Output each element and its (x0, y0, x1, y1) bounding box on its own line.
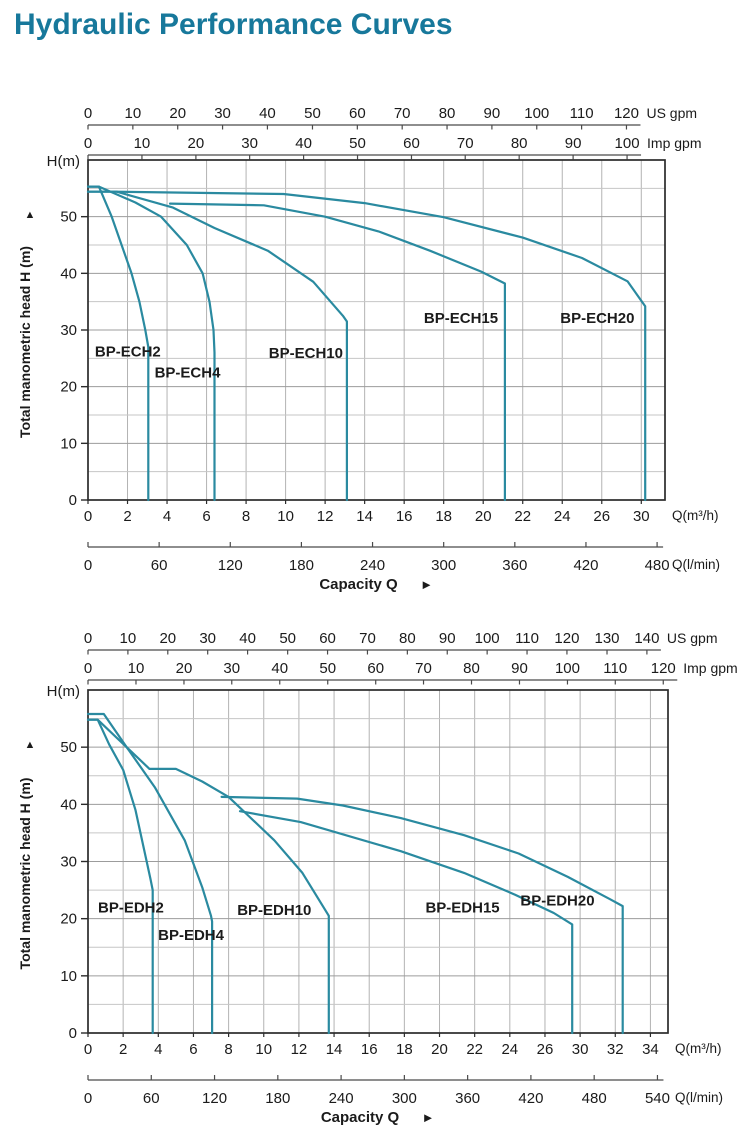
ruler-tick-label: 20 (159, 630, 177, 647)
x-tick-label: 12 (290, 1041, 308, 1058)
ruler-tick-label: 40 (271, 660, 289, 677)
y-corner-label: H(m) (46, 153, 80, 170)
lmin-tick-label: 300 (431, 557, 457, 574)
lmin-tick-label: 540 (644, 1090, 670, 1107)
ruler-tick-label: 0 (83, 660, 93, 677)
lmin-tick-label: 420 (518, 1090, 544, 1107)
x-tick-label: 8 (241, 508, 251, 525)
page-title: Hydraulic Performance Curves (14, 8, 453, 41)
x-tick-label: 34 (642, 1041, 659, 1058)
x-axis-title: Capacity Q (319, 576, 398, 593)
ruler-tick-label: 40 (295, 135, 312, 152)
lmin-unit-label: Q(l/min) (672, 557, 720, 572)
ruler-tick-label: 60 (319, 630, 336, 647)
y-tick-label: 20 (60, 910, 77, 928)
x-tick-label: 16 (360, 1041, 378, 1058)
lmin-tick-label: 480 (581, 1090, 607, 1107)
ruler-tick-label: 50 (319, 660, 337, 677)
performance-chart-ech (0, 88, 750, 603)
x-tick-label: 24 (501, 1041, 519, 1058)
x-tick-label: 24 (553, 508, 571, 525)
ruler-tick-label: 120 (613, 105, 639, 122)
lmin-tick-label: 240 (328, 1090, 354, 1107)
ruler-tick-label: 40 (259, 105, 276, 122)
lmin-tick-label: 120 (217, 557, 243, 574)
ruler-tick-label: 90 (511, 660, 528, 677)
curve-label-BP-EDH2: BP-EDH2 (98, 899, 164, 917)
lmin-tick-label: 180 (265, 1090, 291, 1107)
ruler-tick-label: 20 (169, 105, 187, 122)
ruler-tick-label: 50 (304, 105, 321, 122)
y-axis-title: Total manometric head H (m) (17, 777, 33, 970)
x-tick-label: 14 (356, 508, 373, 525)
x-tick-label: 6 (202, 508, 211, 525)
ruler-tick-label: 0 (83, 135, 93, 152)
ruler-tick-label: 30 (199, 630, 217, 647)
lmin-tick-label: 60 (142, 1090, 160, 1107)
ruler-tick-label: 20 (175, 660, 193, 677)
x-tick-label: 18 (396, 1041, 413, 1058)
ruler-tick-label: 40 (239, 630, 256, 647)
ruler-tick-label: 100 (474, 630, 500, 647)
ruler-tick-label: 80 (463, 660, 480, 677)
x-tick-label: 10 (255, 1041, 273, 1058)
x-tick-label: 22 (514, 508, 532, 525)
ruler-imp-gpm (84, 660, 738, 685)
x-axis-right-arrow-icon: ► (420, 577, 433, 592)
lmin-tick-label: 360 (455, 1090, 481, 1107)
lmin-tick-label: 420 (573, 557, 599, 574)
y-tick-label: 50 (60, 208, 77, 226)
curve-label-BP-ECH4: BP-ECH4 (154, 364, 221, 382)
x-axis (84, 500, 719, 525)
curve-BP-ECH20 (88, 192, 645, 500)
ruler-tick-label: 70 (393, 105, 411, 122)
x-tick-label: 20 (431, 1041, 448, 1058)
lmin-tick-label: 60 (150, 557, 168, 574)
ruler-tick-label: 30 (241, 135, 258, 152)
y-tick-label: 30 (60, 322, 77, 339)
lmin-tick-label: 360 (502, 557, 528, 574)
y-tick-label: 40 (60, 796, 77, 814)
lmin-tick-label: 480 (644, 557, 670, 574)
chart-svg-ech (0, 88, 750, 603)
x-tick-label: 0 (83, 508, 93, 525)
curve-label-BP-EDH4: BP-EDH4 (158, 926, 224, 944)
y-tick-label: 10 (60, 435, 77, 453)
x-tick-label: 10 (277, 508, 294, 525)
x-tick-label: 26 (536, 1041, 554, 1058)
x-tick-label: 2 (123, 508, 132, 525)
ruler-tick-label: 100 (554, 660, 580, 677)
x-tick-label: 22 (466, 1041, 484, 1058)
ruler-tick-label: 110 (603, 660, 628, 677)
curve-label-BP-EDH10: BP-EDH10 (237, 902, 312, 920)
x-tick-label: 32 (606, 1041, 624, 1058)
x-axis-title: Capacity Q (320, 1109, 400, 1126)
ruler-tick-label: 60 (348, 105, 366, 122)
ruler-unit-label: US gpm (646, 105, 698, 121)
y-axis-title: Total manometric head H (m) (17, 246, 33, 438)
y-axis-up-arrow-icon: ▲ (24, 739, 36, 751)
ruler-tick-label: 70 (359, 630, 376, 647)
ruler-tick-label: 10 (124, 105, 142, 122)
ruler-tick-label: 110 (569, 105, 594, 122)
y-tick-label: 0 (68, 492, 77, 509)
ruler-tick-label: 50 (279, 630, 297, 647)
x-unit-label: Q(m³/h) (675, 1041, 722, 1056)
ruler-tick-label: 100 (524, 105, 550, 122)
ruler-tick-label: 110 (515, 630, 540, 647)
ruler-tick-label: 20 (187, 135, 205, 152)
x-tick-label: 12 (316, 508, 334, 525)
curve-label-BP-EDH20: BP-EDH20 (520, 892, 595, 910)
ruler-tick-label: 120 (554, 630, 580, 647)
ruler-unit-label: Imp gpm (647, 135, 702, 151)
x-tick-label: 16 (395, 508, 413, 525)
x-tick-label: 4 (162, 508, 172, 525)
performance-chart-edh (0, 615, 750, 1141)
ruler-tick-label: 80 (510, 135, 528, 152)
lmin-tick-label: 240 (360, 557, 386, 574)
ruler-tick-label: 140 (634, 630, 660, 647)
ruler-imp-gpm (84, 135, 702, 160)
lmin-tick-label: 120 (202, 1090, 228, 1107)
ruler-unit-label: Imp gpm (683, 660, 738, 676)
ruler-tick-label: 30 (223, 660, 241, 677)
ruler-l-min (84, 1075, 723, 1107)
y-axis-up-arrow-icon: ▲ (24, 209, 36, 221)
ruler-unit-label: US gpm (666, 630, 718, 646)
ruler-tick-label: 70 (456, 135, 474, 152)
x-tick-label: 8 (224, 1041, 233, 1058)
ruler-tick-label: 70 (415, 660, 432, 677)
x-tick-label: 30 (571, 1041, 589, 1058)
y-tick-label: 0 (68, 1025, 77, 1042)
ruler-tick-label: 120 (650, 660, 676, 677)
x-tick-label: 0 (83, 1041, 93, 1058)
ruler-tick-label: 10 (127, 660, 145, 677)
x-tick-label: 26 (593, 508, 611, 525)
chart-svg-edh (0, 615, 750, 1141)
x-tick-label: 4 (154, 1041, 163, 1058)
x-axis (84, 1033, 722, 1058)
ruler-tick-label: 90 (564, 135, 582, 152)
ruler-tick-label: 90 (438, 630, 456, 647)
x-axis-right-arrow-icon: ► (421, 1110, 435, 1125)
y-tick-label: 20 (60, 378, 77, 396)
curve-label-BP-ECH10: BP-ECH10 (268, 344, 343, 362)
ruler-tick-label: 50 (349, 135, 366, 152)
ruler-tick-label: 60 (367, 660, 385, 677)
curve-label-BP-ECH20: BP-ECH20 (560, 310, 635, 328)
lmin-unit-label: Q(l/min) (675, 1090, 723, 1105)
curve-label-BP-ECH2: BP-ECH2 (94, 343, 161, 361)
curve-label-BP-ECH15: BP-ECH15 (423, 310, 499, 328)
ruler-tick-label: 130 (594, 630, 620, 647)
x-tick-label: 14 (325, 1041, 343, 1058)
ruler-tick-label: 90 (483, 105, 501, 122)
lmin-tick-label: 180 (288, 557, 314, 574)
curve-label-BP-EDH15: BP-EDH15 (425, 899, 500, 917)
ruler-tick-label: 100 (614, 135, 640, 152)
lmin-tick-label: 300 (391, 1090, 417, 1107)
ruler-tick-label: 80 (399, 630, 416, 647)
ruler-tick-label: 0 (83, 630, 93, 647)
curve-BP-EDH15 (240, 811, 572, 1033)
lmin-tick-label: 0 (83, 1090, 93, 1107)
ruler-tick-label: 30 (214, 105, 231, 122)
curve-BP-EDH2 (88, 720, 153, 1033)
x-tick-label: 20 (474, 508, 492, 525)
y-corner-label: H(m) (46, 683, 80, 700)
ruler-tick-label: 0 (83, 105, 93, 122)
curve-BP-EDH10 (88, 720, 329, 1033)
ruler-l-min (84, 542, 720, 574)
y-tick-label: 10 (60, 967, 77, 985)
x-unit-label: Q(m³/h) (672, 508, 719, 523)
ruler-tick-label: 10 (119, 630, 137, 647)
x-tick-label: 30 (632, 508, 650, 525)
y-tick-label: 50 (60, 739, 77, 757)
grid (88, 690, 668, 1033)
ruler-tick-label: 80 (438, 105, 456, 122)
x-tick-label: 6 (189, 1041, 198, 1058)
y-axis (47, 683, 88, 1042)
x-tick-label: 2 (118, 1041, 128, 1058)
ruler-tick-label: 60 (403, 135, 420, 152)
ruler-tick-label: 10 (133, 135, 151, 152)
y-axis (47, 153, 88, 509)
y-tick-label: 40 (60, 265, 77, 283)
grid (88, 160, 665, 500)
x-tick-label: 18 (435, 508, 453, 525)
ruler-us-gpm (84, 630, 718, 655)
ruler-us-gpm (84, 105, 697, 130)
lmin-tick-label: 0 (83, 557, 93, 574)
y-tick-label: 30 (60, 853, 77, 871)
